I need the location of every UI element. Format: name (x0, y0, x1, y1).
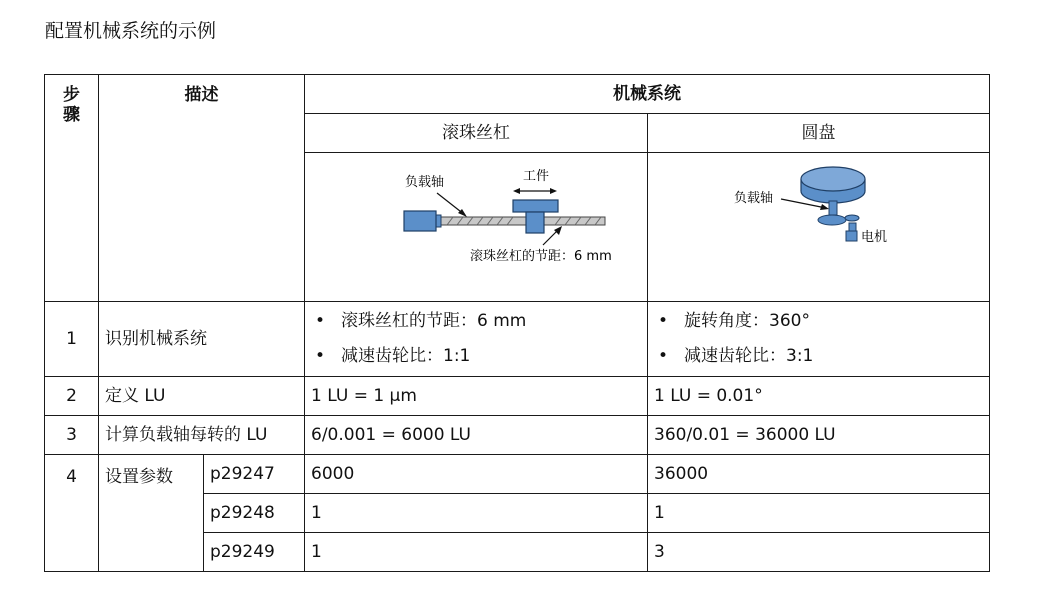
header-description: 描述 (99, 75, 305, 302)
arrow-right-head (550, 188, 557, 194)
load-axis-label: 负载轴 (405, 175, 445, 190)
header-step (45, 75, 99, 302)
ball-screw-value: 6/0.001 = 6000 LU (305, 416, 648, 455)
step-number: 1 (45, 302, 99, 377)
step-description: 识别机械系统 (99, 302, 305, 377)
parameter-name: p29247 (204, 455, 305, 494)
workpiece-label: 工件 (523, 169, 550, 184)
table-row (45, 416, 990, 455)
step-number: 4 (45, 455, 99, 572)
workpiece-nut (526, 212, 544, 233)
disc-shaft (829, 201, 837, 215)
disc-value: 360/0.01 = 36000 LU (648, 416, 990, 455)
step-description: 计算负载轴每转的 LU (99, 416, 305, 455)
step-number: 3 (45, 416, 99, 455)
step-description: 设置参数 (99, 455, 204, 572)
mechanical-system-table (44, 74, 990, 572)
ball-screw-values (305, 302, 648, 377)
step-number: 2 (45, 377, 99, 416)
disc-value: 3 (648, 533, 990, 572)
page-title: 配置机械系统的示例 (45, 20, 217, 42)
pitch-pointer-head (554, 226, 562, 235)
disc-bullet: • 旋转角度：360° (654, 304, 983, 339)
table-row (45, 455, 990, 494)
ball-screw-value: 1 (305, 494, 648, 533)
ball-screw-value: 1 (305, 533, 648, 572)
disc-pointer-head (820, 204, 829, 210)
ball-screw-value: 1 LU = 1 μm (305, 377, 648, 416)
ball-screw-value: 6000 (305, 455, 648, 494)
header-ball-screw: 滚珠丝杠 (305, 114, 648, 153)
table-row (45, 302, 990, 377)
large-gear (818, 215, 846, 225)
disc-value: 36000 (648, 455, 990, 494)
ball-screw-diagram (305, 153, 648, 296)
ball-screw-bullet: • 减速齿轮比：1:1 (311, 339, 641, 374)
step-description: 定义 LU (99, 377, 305, 416)
header-disc: 圆盘 (648, 114, 990, 153)
motor-label: 电机 (861, 230, 888, 245)
workpiece-table (513, 200, 558, 212)
disc-bullet: • 减速齿轮比：3:1 (654, 339, 983, 374)
disc-diagram-cell (648, 153, 990, 302)
arrow-left-head (513, 188, 520, 194)
ball-screw-diagram-cell (305, 153, 648, 302)
disc-value: 1 LU = 0.01° (648, 377, 990, 416)
table-row (45, 377, 990, 416)
small-gear (845, 215, 859, 221)
disc-load-axis-label: 负载轴 (734, 191, 774, 206)
ball-screw-bullet: • 滚珠丝杠的节距：6 mm (311, 304, 641, 339)
disc-top (801, 167, 865, 191)
header-mechanical-system: 机械系统 (305, 75, 990, 114)
disc-value: 1 (648, 494, 990, 533)
parameter-name: p29249 (204, 533, 305, 572)
pitch-label: 滚珠丝杠的节距：6 mm (470, 249, 612, 264)
disc-diagram (648, 153, 990, 296)
disc-motor (846, 231, 857, 241)
header-step-text: 步骤 (63, 85, 80, 126)
parameter-name: p29248 (204, 494, 305, 533)
disc-motor-shaft (849, 223, 856, 231)
motor-block (404, 211, 436, 231)
disc-values (648, 302, 990, 377)
